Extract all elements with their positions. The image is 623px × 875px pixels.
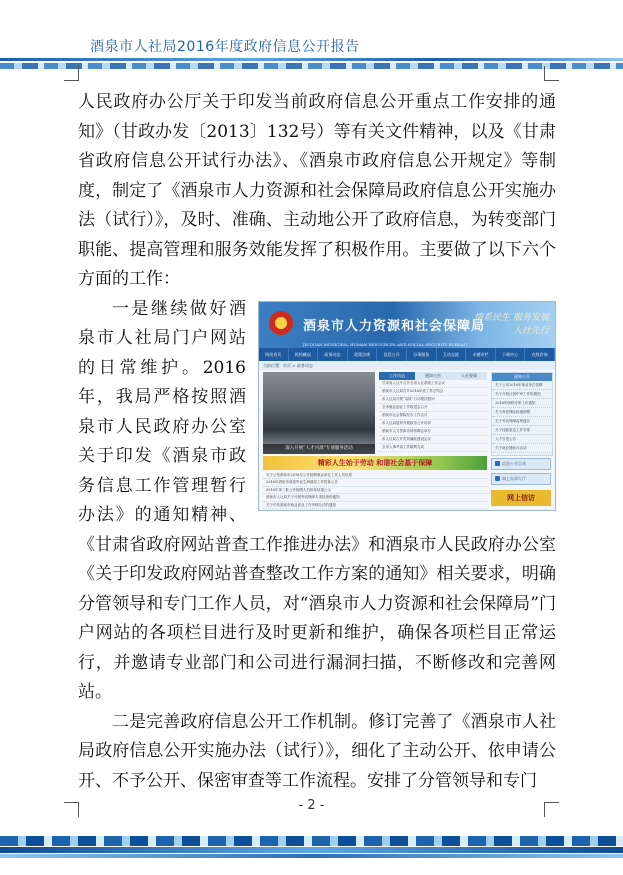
- page-number: - 2 -: [298, 798, 325, 813]
- crop-mark-top-left: [64, 66, 79, 81]
- website-nav-item: 政务动态: [318, 348, 348, 361]
- website-nav-item: 信息公开: [377, 348, 407, 361]
- paragraph-intro: 人民政府办公厅关于印发当前政府信息公开重点工作安排的通知》（甘政办发〔2013〕132号）等有关文件精神，以及《甘肃省政府信息公开试行办法》、《酒泉市政府信息公开规定》等制度，制定了《酒泉市人力资源和社会保障局政府信息公开实施办法（试行）》，及时、准确、主动地公开了政府信息，为转变部门职能、提高管理和服务效能发挥了积极作用。主要做了以下六个方面的工作：: [78, 92, 556, 289]
- website-notice-item: 关于开展社保年审工作的通知: [492, 390, 552, 399]
- website-news-item: 酒泉市人社局召开2016年度工作总结会: [379, 388, 487, 396]
- website-list-item: 关于印发酒泉市就业创业工作考核办法的通知: [263, 502, 487, 510]
- website-photo-caption: 深入开展“人才兴酒”专项服务活动: [263, 444, 375, 454]
- website-quick-link: [491, 473, 551, 485]
- paragraph-with-figure: [78, 295, 556, 708]
- paragraph-two: 二是完善政府信息公开工作机制。修订完善了《酒泉市人社局政府信息公开实施办法（试行）》，细化了主动公开、依申请公开、不予公开、保密审查等工作流程。安排了分管领导和专门: [78, 711, 556, 791]
- website-notice-list: [263, 472, 487, 510]
- website-badge: 网上信访: [491, 490, 551, 506]
- website-quick-links: [491, 458, 551, 488]
- website-banner: [259, 302, 555, 348]
- website-nav-item: 下载中心: [496, 348, 526, 361]
- website-news-item: 全市人事考试工作顺利完成: [379, 444, 487, 452]
- website-subtitle: JIUQUAN MUNICIPAL HUMAN RESOURCES AND SOCIAL SECURITY BUREAU: [303, 341, 468, 347]
- website-notice-item: 2016年职称评审工作通知: [492, 399, 552, 408]
- header-bar-pattern: [0, 63, 623, 69]
- website-notice-header: 通知公告: [492, 373, 552, 381]
- website-list-item: 2016年第二批公开招聘人员体检结果公示: [263, 487, 487, 495]
- website-news-item: 甘肃省人社厅召开全省人社系统工作会议: [379, 380, 487, 388]
- website-nav-item: 机构概况: [289, 348, 319, 361]
- website-list-item: 2016年酒泉市高校毕业生到基层工作招募公告: [263, 479, 487, 487]
- footer-decorative-bar: [0, 836, 623, 862]
- website-list-item: 酒泉市人社局关于开展劳动保障专项检查的通知: [263, 494, 487, 502]
- footer-bar-pattern: [0, 836, 623, 846]
- website-quick-link-label: 信息公开目录: [502, 460, 526, 466]
- website-news-item: 市人社局召开党风廉政建设会议: [379, 436, 487, 444]
- website-news-photo: [263, 372, 375, 454]
- website-screenshot-figure: [258, 301, 556, 511]
- website-news-item: 市人社局开展“双联”行动帮扶慰问: [379, 396, 487, 404]
- website-notice-item: 关于劳动保障监察通告: [492, 417, 552, 426]
- website-notice-item: 关于就业援助月活动: [492, 444, 552, 453]
- website-tab: 工作动态: [379, 372, 415, 380]
- footer-bar-line: [0, 847, 623, 853]
- website-slogan: 情系民生 服务发展 人社先行: [474, 312, 549, 336]
- folder-icon: [495, 476, 500, 481]
- website-notice-item: 关于公布2016年事业单位招聘: [492, 381, 552, 390]
- website-news-item: 市人社局组织开展政务公开培训: [379, 420, 487, 428]
- crop-mark-top-right: [544, 66, 559, 81]
- header-bar-line: [0, 58, 623, 61]
- website-tab: 通知公告: [425, 372, 441, 378]
- website-nav-item: 专题专栏: [466, 348, 496, 361]
- website-news-tabs: [379, 372, 487, 380]
- website-nav: [259, 348, 555, 361]
- website-nav-item: 网站首页: [259, 348, 289, 361]
- website-news-panel: [379, 372, 487, 452]
- website-notice-item: 人才引进公告: [492, 435, 552, 444]
- website-breadcrumb: 当前位置：首页 > 政务动态: [259, 361, 555, 370]
- running-header-title: 酒泉市人社局2016年度政府信息公开报告: [90, 39, 360, 55]
- website-strip-text: 精彩人生始于劳动 和谐社会基于保障: [317, 457, 433, 467]
- footer-bar-line: [0, 854, 623, 858]
- header-decorative-bar: [0, 56, 623, 74]
- website-quick-link-label: 网上办事大厅: [502, 475, 526, 481]
- website-news-item: 全市就业创业工作推进会召开: [379, 404, 487, 412]
- website-notice-panel: [491, 372, 553, 456]
- paragraph-one: 一是继续做好酒泉市人社局门户网站的日常维护。2016年，我局严格按照酒泉市人民政府办公室关于印发《酒泉市政务信息工作管理暂行办法》的通知精神、《甘肃省政府网站普查工作推进办法》和酒泉市人民政府办公室《关于印发政府网站普查整改工作方案的通知》相关要求，明确分管领导和专门工作人员，对“酒泉市人力资源和社会保障局”门户网站的各项栏目进行及时更新和维护，确保各项栏目正常运行，并邀请专业部门和公司进行漏洞扫描，不断修改和完善网站。: [78, 298, 556, 702]
- website-nav-item: 政策法规: [348, 348, 378, 361]
- national-emblem-icon: [269, 311, 293, 335]
- document-body: [78, 88, 556, 796]
- website-notice-item: 关于技能鉴定工作安排: [492, 426, 552, 435]
- website-tab: 人社要闻: [461, 372, 477, 378]
- website-slogan-strip: [263, 456, 487, 470]
- website-quick-link: [491, 458, 551, 470]
- website-news-item: 酒泉市人力资源市场招聘会举办: [379, 428, 487, 436]
- website-name: 酒泉市人力资源和社会保障局: [303, 318, 486, 334]
- website-nav-item: 在线咨询: [525, 348, 555, 361]
- website-nav-item: 办事服务: [407, 348, 437, 361]
- folder-icon: [495, 461, 500, 466]
- website-news-item: 酒泉市社会保险经办工作会议: [379, 412, 487, 420]
- website-list-item: 关于公布酒泉市2016年公开招聘事业单位工作人员结果: [263, 472, 487, 480]
- website-nav-item: 互动交流: [437, 348, 467, 361]
- website-notice-item: 关于养老保险待遇调整: [492, 408, 552, 417]
